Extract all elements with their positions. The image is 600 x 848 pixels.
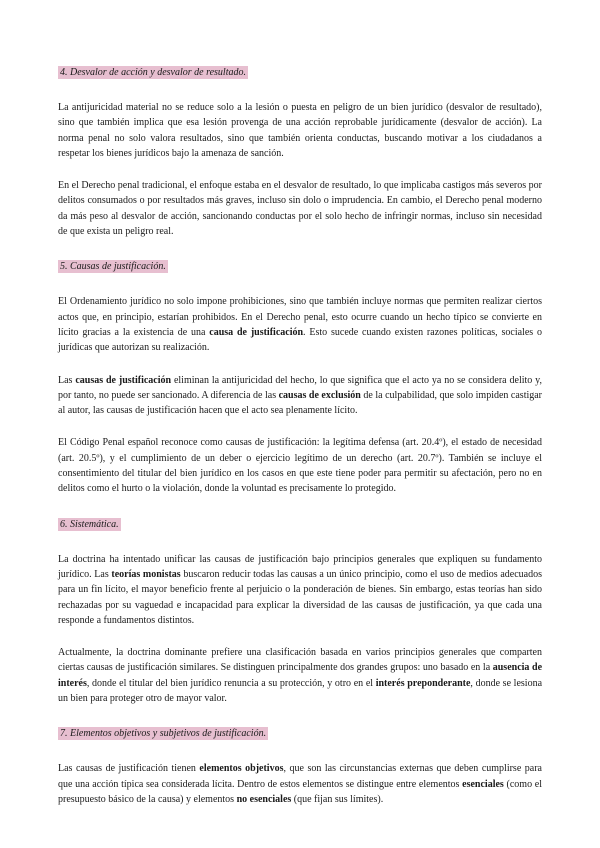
section-heading: 6. Sistemática. [60, 518, 119, 530]
section-heading-wrap [58, 256, 542, 274]
bold-term: causas de exclusión [278, 389, 361, 401]
bold-term: interés preponderante [375, 677, 471, 689]
text-run: . Esto sucede cuando existen razones políticas, sociales o jurídicas que autorizan su realización. [58, 326, 543, 354]
text-run: buscaron reducir todas las causas a un único principio, como el uso de medios adecuados para un fin lícito, el mayor beneficio frente al perjuicio o la ponderación de bienes. Sin embargo, estas teorías han sido rechazadas por su vaguedad e incapacidad para explicar la diversidad de las causas de justificación, ya que cada una responde a fundamentos distintos. [58, 568, 542, 626]
body-paragraph [58, 552, 542, 628]
text-run: La doctrina ha intentado unificar las causas de justificación bajo principios generales que expliquen su fundamento jurídico. Las [58, 553, 542, 580]
body-paragraph [58, 100, 542, 161]
text-run: (que fijan sus límites). [291, 793, 384, 805]
section-heading-wrap [58, 62, 542, 80]
bold-term: causas de justificación [75, 374, 172, 386]
body-paragraph [58, 294, 542, 355]
text-run: En el Derecho penal tradicional, el enfoque estaba en el desvalor de resultado, lo que implicaba castigos más severos por delitos consumados o por resultados más graves, incluso sin dolo o imprudencia. En cambio, el Derecho penal moderno da más peso al desvalor de acción, sancionando conductas por el solo hecho de infringir normas, incluso sin necesidad de que exista un peligro real. [58, 180, 542, 238]
text-run: El Ordenamiento jurídico no solo impone prohibiciones, sino que también incluye normas que permiten realizar ciertos actos que, en principio, estarían prohibidos. En el Derecho penal, esto ocurre cuando un hecho típico se convierte en lícito gracias a la existencia de una [58, 296, 542, 338]
text-run: , que son las circunstancias externas que deben cumplirse para que una acción típica sea considerada lícita. Dentro de estos elementos se distingue entre elementos [58, 763, 542, 790]
section-heading: 7. Elementos objetivos y subjetivos de justificación. [60, 728, 267, 740]
bold-term: ausencia de interés [58, 662, 543, 689]
bold-term: teorías monistas [111, 568, 181, 580]
text-run: Las causas de justificación tienen [58, 763, 200, 775]
bold-term: elementos objetivos [199, 763, 284, 775]
body-paragraph [58, 645, 542, 706]
body-paragraph [58, 761, 542, 807]
section-heading-wrap [58, 723, 542, 741]
bold-term: causa de justificación [209, 326, 304, 338]
text-run: , donde se lesiona un bien para proteger otro de mayor valor. [58, 677, 543, 705]
section-heading: 4. Desvalor de acción y desvalor de resultado. [60, 67, 246, 78]
text-run: La antijuricidad material no se reduce solo a la lesión o puesta en peligro de un bien jurídico (desvalor de resultado), sino que también implica que esa lesión provenga de una acción reprobable jurídicamente (desvalor de acción). La norma penal no solo valora resultados, sino que también orienta conductas, buscando motivar a los ciudadanos a respetar los bienes jurídicos bajo la amenaza de sanción. [58, 102, 542, 159]
text-run: Actualmente, la doctrina dominante prefiere una clasificación basada en varios principios generales que comparten ciertas causas de justificación similares. Se distinguen principalmente dos grandes grupos: uno basado en la [58, 647, 542, 674]
text-run: Las [58, 374, 76, 386]
text-run: El Código Penal español reconoce como causas de justificación: la legítima defensa (art. 20.4º), el estado de necesidad (art. 20.5º), y el cumplimiento de un deber o ejercicio legítimo de un derecho (art. 20.7º). También se incluye el consentimiento del titular del bien jurídico en los casos en que este tiene poder para permitir su afectación, pero no en delitos como el hurto o la violación, donde la voluntad es precisamente lo protegido. [58, 437, 542, 495]
body-paragraph [58, 435, 542, 496]
bold-term: esenciales [462, 778, 504, 790]
text-run: (como el presupuesto básico de la causa) y elementos [58, 778, 543, 805]
text-run: de la culpabilidad, que solo impiden castigar al autor, las causas de justificación hacen que el acto sea plenamente lícito. [58, 389, 543, 417]
text-run: , donde el titular del bien jurídico renuncia a su protección, y otro en el [86, 677, 376, 689]
section-heading: 5. Causas de justificación. [60, 261, 166, 273]
bold-term: no esenciales [236, 793, 292, 805]
section-heading-wrap [58, 514, 542, 532]
body-paragraph [58, 373, 542, 419]
text-run: eliminan la antijuricidad del hecho, lo que significa que el acto ya no se considera delito y, por tanto, no puede ser sancionado. A diferencia de las [58, 374, 543, 401]
body-paragraph [58, 178, 542, 239]
